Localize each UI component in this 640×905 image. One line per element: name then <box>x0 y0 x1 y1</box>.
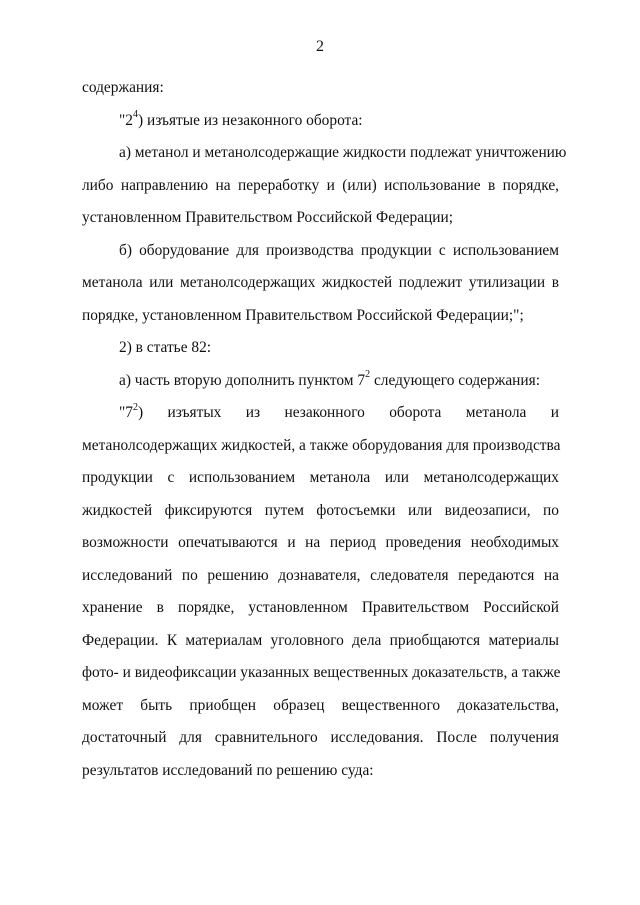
text-line: б) оборудование для производства продукции с использованием <box>119 241 559 259</box>
document-body <box>82 72 567 787</box>
text-line: "$2^4$) изъятые из незаконного оборота: <box>119 109 363 129</box>
text-line: метанолсодержащих жидкостей, а также оборудования для производства <box>82 436 561 454</box>
page-number: 2 <box>316 38 324 55</box>
text-line: продукции с использованием метанола или метанолсодержащих <box>82 469 559 486</box>
text-line: установленном Правительством Российской Федерации; <box>82 209 454 226</box>
text-line: либо направлению на переработку и (или) использование в порядке, <box>82 176 559 194</box>
text-line: а) метанол и метанолсодержащие жидкости подлежат уничтожению <box>119 144 567 161</box>
text-line: 2) в статье 82: <box>119 339 212 356</box>
text-line: исследований по решению дознавателя, следователя передаются на <box>82 566 559 584</box>
text-line: хранение в порядке, установленном Правительством Российской <box>82 599 559 616</box>
text-line: может быть приобщен образец вещественного доказательства, <box>82 696 559 714</box>
text-line: "$7^2$) изъятых из незаконного оборота метанола и <box>119 401 559 421</box>
text-line: жидкостей фиксируются путем фотосъемки или видеозаписи, по <box>82 501 559 519</box>
text-line: метанола или метанолсодержащих жидкостей подлежит утилизации в <box>82 274 559 291</box>
text-line: содержания: <box>82 79 164 96</box>
text-line: достаточный для сравнительного исследования. После получения <box>82 729 559 746</box>
text-line: Федерации. К материалам уголовного дела приобщаются материалы <box>82 631 559 649</box>
superscript: 4 <box>132 109 138 121</box>
text-line: порядке, установленном Правительством Российской Федерации;"; <box>82 306 524 324</box>
text-line: результатов исследований по решению суда: <box>82 761 374 779</box>
superscript: 2 <box>365 369 371 381</box>
text-line: возможности опечатываются и на период проведения необходимых <box>82 534 559 551</box>
text-line: а) часть вторую дополнить пунктом $7^2$ следующего содержания: <box>119 369 540 389</box>
text-line: фото- и видеофиксации указанных вещественных доказательств, а также <box>82 664 561 681</box>
superscript: 2 <box>132 401 138 413</box>
